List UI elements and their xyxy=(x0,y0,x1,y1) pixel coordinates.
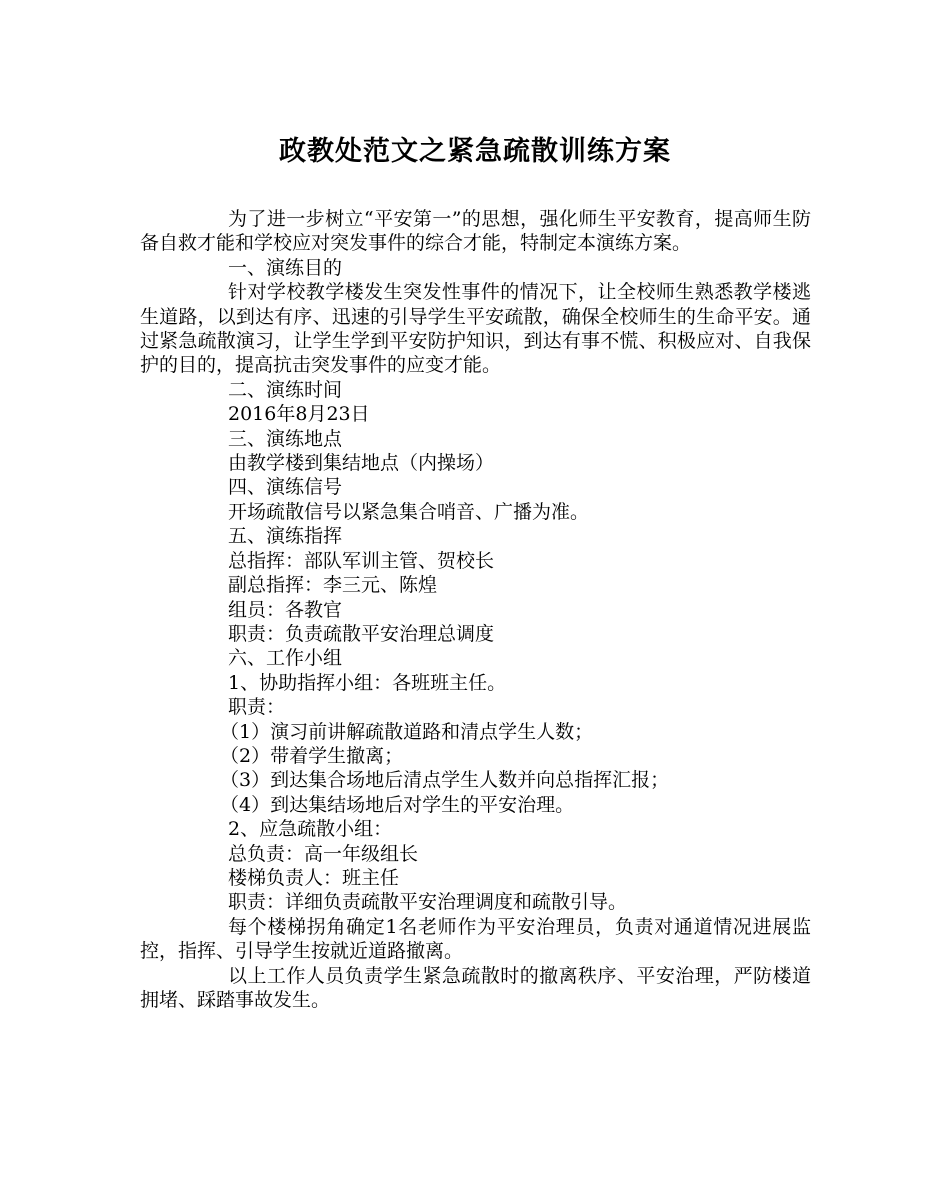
group-1-duty-label: 职责： xyxy=(228,696,286,719)
drill-location: 由教学楼到集结地点（内操场） xyxy=(228,452,495,475)
document-title: 政教处范文之紧急疏散训练方案 xyxy=(279,136,671,167)
section-1-heading: 一、演练目的 xyxy=(228,256,343,279)
command-duty-line: 职责：负责疏散平安治理总调度 xyxy=(228,622,495,645)
section-4-heading: 四、演练信号 xyxy=(228,476,343,499)
group-1-duty-item: （4）到达集结场地后对学生的平安治理。 xyxy=(220,793,575,816)
group-2-head-line: 总负责：高一年级组长 xyxy=(228,842,419,865)
group-1-duty-item: （2）带着学生撤离； xyxy=(220,744,404,767)
group-1-duty-item: （3）到达集合场地后清点学生人数并向总指挥汇报； xyxy=(220,769,670,792)
intro-paragraph: 为了进一步树立“平安第一”的思想，强化师生平安教育，提高师生防备自救才能和学校应对突发事件的综合才能，特制定本演练方案。 xyxy=(140,208,811,255)
closing-paragraph: 以上工作人员负责学生紧急疏散时的撤离秩序、平安治理，严防楼道拥堵、踩踏事故发生。 xyxy=(140,964,811,1011)
section-6-heading: 六、工作小组 xyxy=(228,647,343,670)
deputy-commander-line: 副总指挥：李三元、陈煌 xyxy=(228,574,438,597)
group-2-title: 2、应急疏散小组： xyxy=(228,818,393,841)
document-body xyxy=(140,207,811,1012)
section-5-heading: 五、演练指挥 xyxy=(228,525,343,548)
commander-line: 总指挥：部队军训主管、贺校长 xyxy=(228,549,495,572)
group-1-duty-item: （1）演习前讲解疏散道路和清点学生人数； xyxy=(220,720,594,743)
drill-signal: 开场疏散信号以紧急集合哨音、广播为准。 xyxy=(228,500,590,523)
section-3-heading: 三、演练地点 xyxy=(228,427,343,450)
group-2-stairs-line: 楼梯负责人：班主任 xyxy=(228,866,400,889)
members-line: 组员：各教官 xyxy=(228,598,343,621)
section-2-heading: 二、演练时间 xyxy=(228,378,343,401)
group-1-title: 1、协助指挥小组：各班班主任。 xyxy=(228,671,507,694)
section-1-paragraph: 针对学校教学楼发生突发性事件的情况下，让全校师生熟悉教学楼逃生道路，以到达有序、迅速的引导学生平安疏散，确保全校师生的生命平安。通过紧急疏散演习，让学生学到平安防护知识，到达有事不慌、积极应对、自我保护的目的，提高抗击突发事件的应变才能。 xyxy=(140,281,811,377)
group-2-paragraph: 每个楼梯拐角确定1名老师作为平安治理员，负责对通道情况进展监控，指挥、引导学生按就近道路撤离。 xyxy=(140,915,811,963)
drill-date: 2016年8月23日 xyxy=(228,403,370,426)
group-2-duty-line: 职责：详细负责疏散平安治理调度和疏散引导。 xyxy=(228,891,628,914)
